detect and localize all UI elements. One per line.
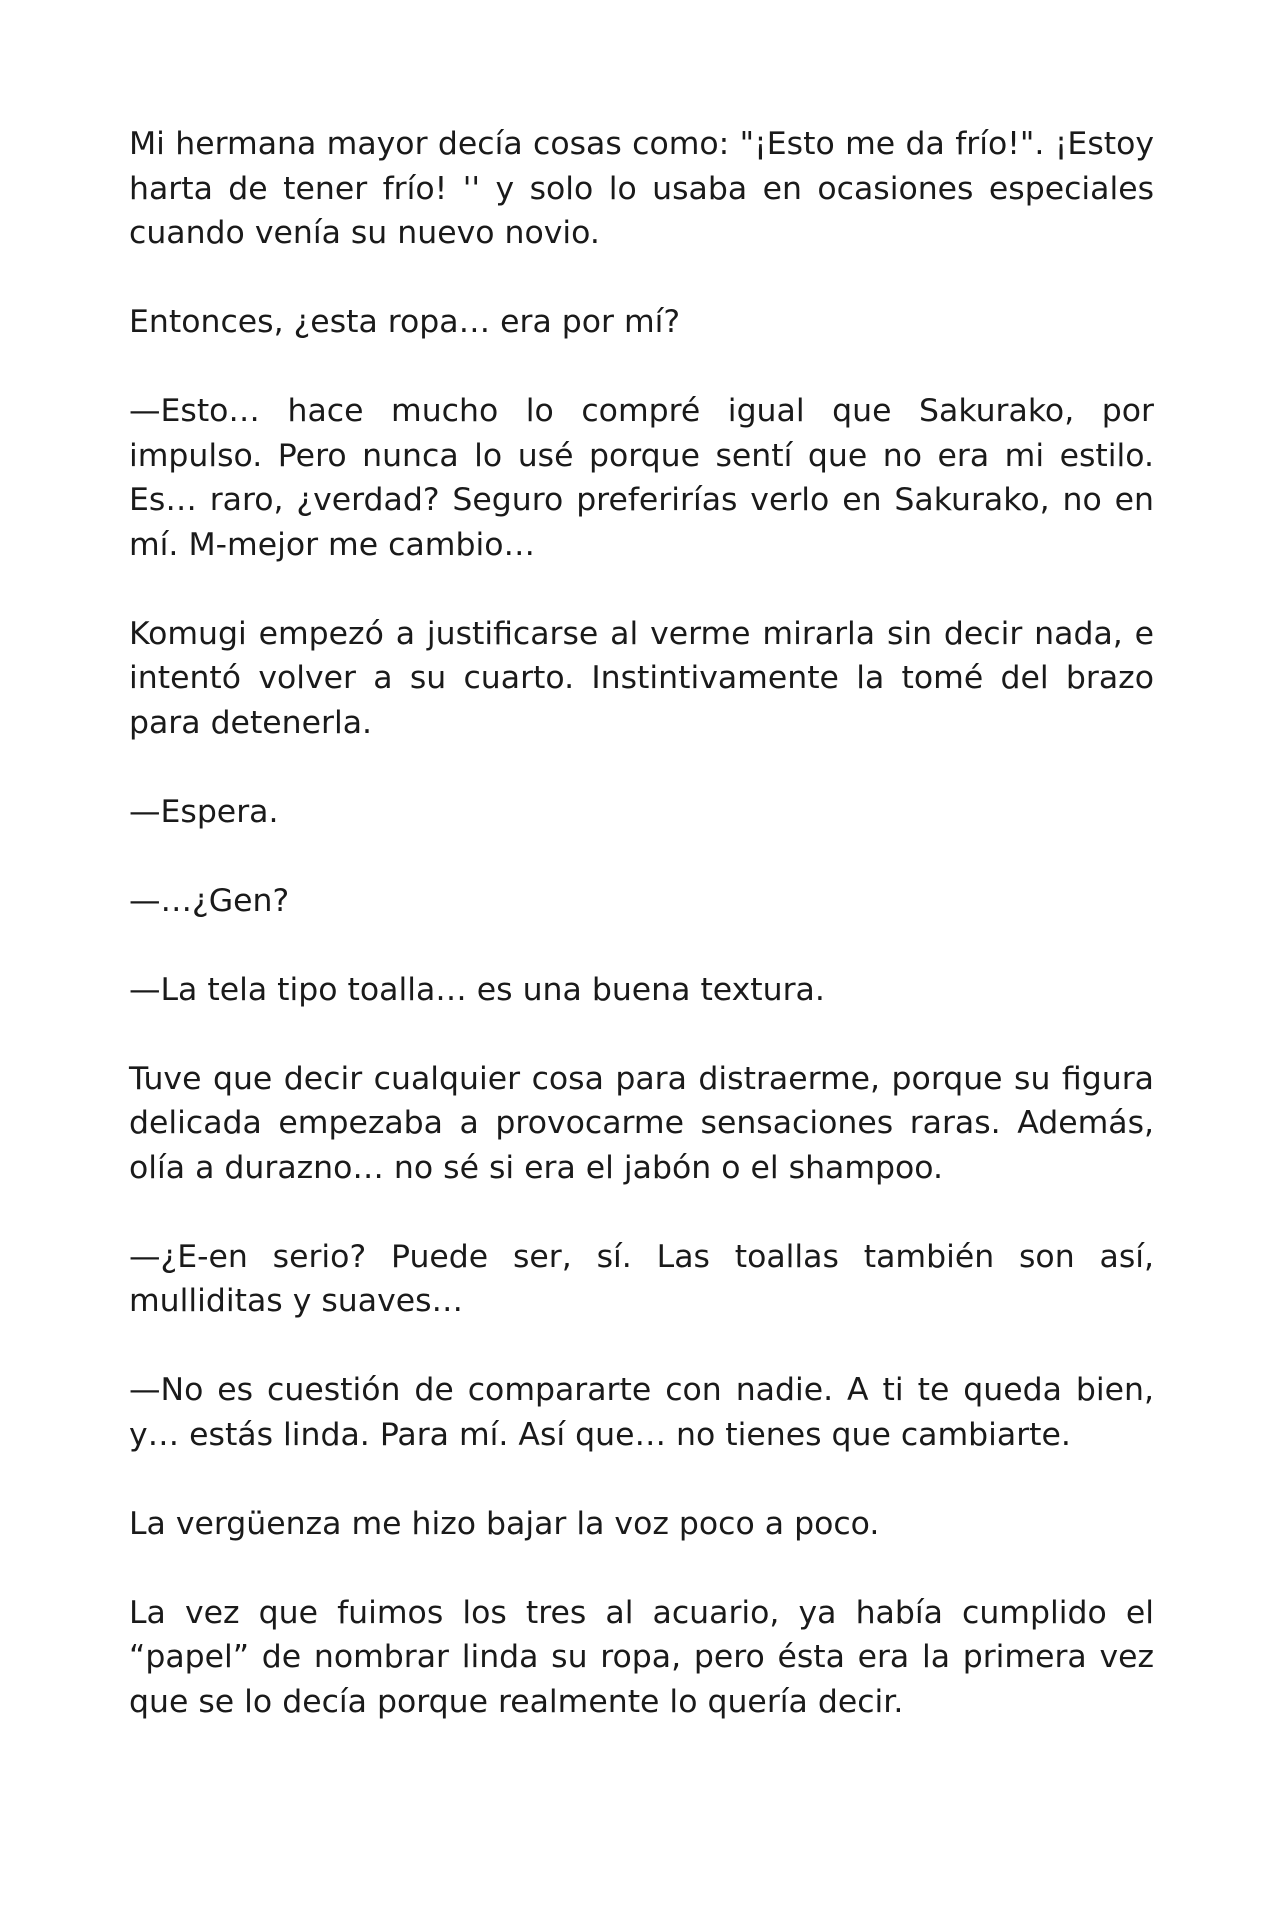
paragraph-10: —No es cuestión de compararte con nadie. A ti te queda bien, y… estás linda. Para mí. Así que… no tienes que cambiarte.	[129, 1372, 1154, 1453]
paragraph-2: Entonces, ¿esta ropa… era por mí?	[129, 304, 681, 340]
paragraph-9: —¿E-en serio? Puede ser, sí. Las toallas también son así, mulliditas y suaves…	[129, 1238, 1154, 1319]
paragraph-1: Mi hermana mayor decía cosas como: "¡Esto me da frío!". ¡Estoy harta de tener frío! '' y solo lo usaba en ocasiones especiales cuando venía su nuevo novio.	[129, 126, 1154, 251]
paragraph-3: —Esto… hace mucho lo compré igual que Sakurako, por impulso. Pero nunca lo usé porque sentí que no era mi estilo. Es… raro, ¿verdad? Seguro preferirías verlo en Sakurako, no en mí. M-mejor me cambio…	[129, 393, 1154, 563]
paragraph-4: Komugi empezó a justificarse al verme mirarla sin decir nada, e intentó volver a su cuarto. Instintivamente la tomé del brazo para detenerla.	[129, 615, 1154, 741]
paragraph-7: —La tela tipo toalla… es una buena textura.	[129, 971, 825, 1008]
paragraph-8: Tuve que decir cualquier cosa para distraerme, porque su figura delicada empezaba a provocarme sensaciones raras. Además, olía a durazno… no sé si era el jabón o el shampoo.	[129, 1060, 1154, 1186]
body-text	[129, 122, 1154, 1724]
paragraph-6: —…¿Gen?	[129, 882, 290, 919]
paragraph-11: La vergüenza me hizo bajar la voz poco a poco.	[129, 1505, 880, 1542]
paragraph-12: La vez que fuimos los tres al acuario, ya había cumplido el “papel” de nombrar linda su ropa, pero ésta era la primera vez que se lo decía porque realmente lo quería decir.	[129, 1594, 1154, 1720]
paragraph-5: —Espera.	[129, 793, 279, 830]
